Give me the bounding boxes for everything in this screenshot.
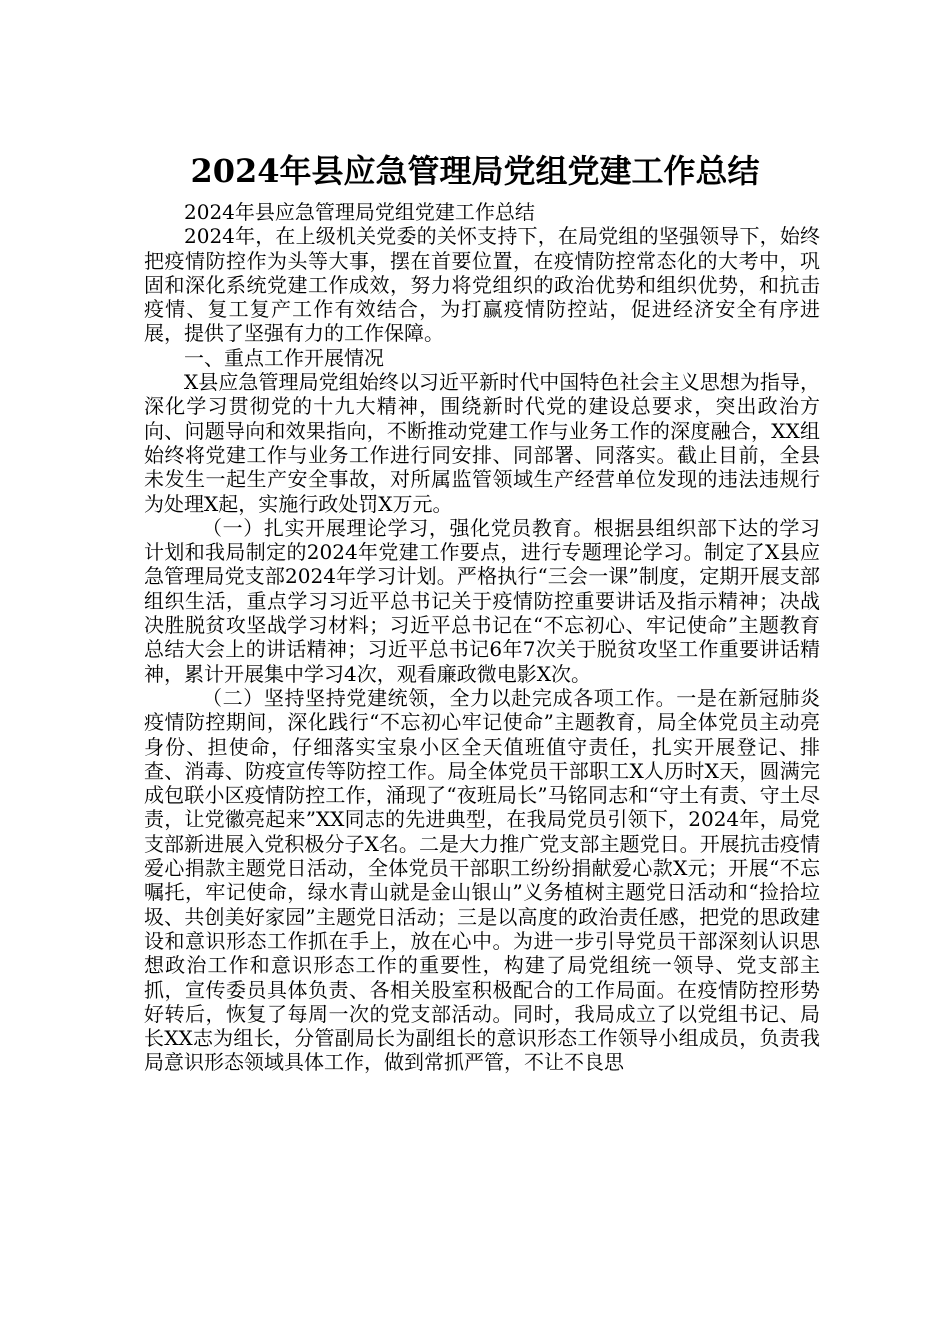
document-title: 2024年县应急管理局党组党建工作总结 <box>190 152 760 191</box>
paragraph-section-1: X县应急管理局党组始终以习近平新时代中国特色社会主义思想为指导，深化学习贯彻党的十九大精神，围绕新时代党的建设总要求，突出政治方向、问题导向和效果指向，不断推动党建工作与业务工作的深度融合，XX组始终将党建工作与业务工作进行同安排、同部署、同落实。截止目前，全县未发生一起生产安全事故，对所属监管领域生产经营单位发现的违法违规行为处理X起，实施行政处罚X万元。 <box>144 370 820 516</box>
paragraph-item-1: （一）扎实开展理论学习，强化党员教育。根据县组织部下达的学习计划和我局制定的2024年党建工作要点，进行专题理论学习。制定了X县应急管理局党支部2024年学习计划。严格执行“三会一课”制度，定期开展支部组织生活，重点学习习近平总书记关于疫情防控重要讲话及指示精神；决战决胜脱贫攻坚战学习材料；习近平总书记在“不忘初心、牢记使命”主题教育总结大会上的讲话精神；习近平总书记6年7次关于脱贫攻坚工作重要讲话精神，累计开展集中学习4次，观看廉政微电影X次。 <box>144 515 820 686</box>
document-body <box>144 200 820 1075</box>
paragraph-item-2: （二）坚持坚持党建统领，全力以赴完成各项工作。一是在新冠肺炎疫情防控期间，深化践行“不忘初心牢记使命”主题教育，局全体党员主动亮身份、担使命，仔细落实宝泉小区全天值班值守责任，扎实开展登记、排查、消毒、防疫宣传等防控工作。局全体党员干部职工X人历时X天，圆满完成包联小区疫情防控工作，涌现了“夜班局长”马铭同志和“守土有责、守土尽责，让党徽亮起来”XX同志的先进典型，在我局党员引领下，2024年，局党支部新进展入党积极分子X名。二是大力推广党支部主题党日。开展抗击疫情爱心捐款主题党日活动，全体党员干部职工纷纷捐献爱心款X元；开展“不忘嘱托，牢记使命，绿水青山就是金山银山”义务植树主题党日活动和“捡拾垃圾、共创美好家园”主题党日活动；三是以高度的政治责任感，把党的思政建设和意识形态工作抓在手上，放在心中。为进一步引导党员干部深刻认识思想政治工作和意识形态工作的重要性，构建了局党组统一领导、党支部主抓，宣传委员具体负责、各相关股室积极配合的工作局面。在疫情防控形势好转后，恢复了每周一次的党支部活动。同时，我局成立了以党组书记、局长XX志为组长，分管副局长为副组长的意识形态工作领导小组成员，负责我局意识形态领域具体工作，做到常抓严管，不让不良思 <box>144 685 820 1075</box>
body-subtitle: 2024年县应急管理局党组党建工作总结 <box>184 200 535 224</box>
section-heading-1: 一、重点工作开展情况 <box>184 345 384 370</box>
paragraph-intro: 2024年，在上级机关党委的关怀支持下，在局党组的坚强领导下，始终把疫情防控作为头等大事，摆在首要位置，在疫情防控常态化的大考中，巩固和深化系统党建工作成效，努力将党组织的政治优势和组织优势，和抗击疫情、复工复产工作有效结合，为打赢疫情防控站，促进经济安全有序进展，提供了坚强有力的工作保障。 <box>144 224 820 346</box>
